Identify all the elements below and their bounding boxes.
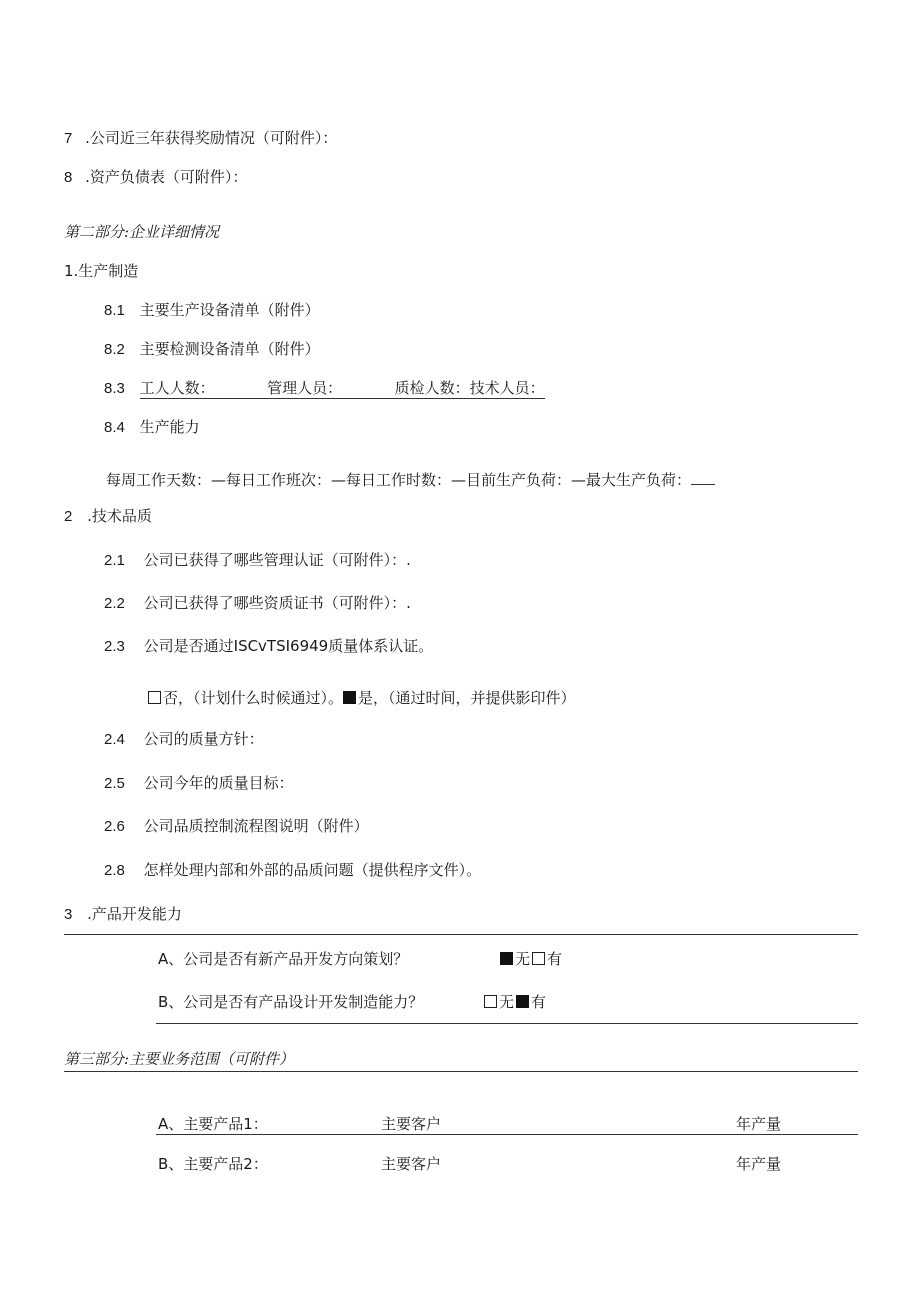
item-text: 生产能力 (139, 418, 200, 436)
item-8-4 (104, 417, 200, 438)
item-number: 8.3 (104, 380, 125, 397)
item-text: 工人人数： 管理人员： 质检人数：技术人员： (139, 379, 545, 397)
item-text: .资产负债表（可附件）： (85, 168, 248, 186)
checkbox-unchecked-icon[interactable] (148, 691, 161, 704)
item-text: 公司已获得了哪些资质证书（可附件）：. (143, 594, 411, 612)
item-8-3 (104, 378, 545, 399)
checkbox-unchecked-icon[interactable] (532, 952, 545, 965)
question-b-options (484, 992, 546, 1012)
item-2-6 (104, 816, 369, 837)
checkbox-checked-icon[interactable] (500, 952, 513, 965)
section-number: 2 (64, 508, 73, 525)
question-a-options (500, 949, 562, 969)
item-number: 2.4 (104, 731, 125, 748)
option-label: 无 (515, 950, 531, 968)
item-number: 8 (64, 169, 73, 186)
question-label: A、公司是否有新产品开发方向策划？ (158, 950, 409, 968)
item-2-4 (104, 729, 264, 750)
item-number: 8.2 (104, 341, 125, 358)
option-label: 有 (547, 950, 563, 968)
item-number: 8.1 (104, 302, 125, 319)
output-label: 年产量 (736, 1115, 782, 1133)
item-2-2 (104, 593, 411, 614)
item-8-1 (104, 300, 320, 321)
item-2-5 (104, 773, 294, 794)
certification-options (148, 688, 576, 708)
capacity-line (106, 467, 715, 490)
section3-title (64, 904, 182, 925)
divider (156, 1023, 858, 1024)
divider (64, 934, 858, 935)
item-2-8 (104, 860, 481, 881)
item-number: 2.3 (104, 638, 125, 655)
question-b (158, 992, 423, 1012)
item-text: 公司已获得了哪些管理认证（可附件）：. (143, 551, 411, 569)
item-text: 主要检测设备清单（附件） (139, 340, 320, 358)
section-label: .技术品质 (87, 507, 152, 525)
item-8-2 (104, 339, 320, 360)
capacity-blank (691, 467, 715, 485)
option-label: 有 (531, 993, 547, 1011)
divider (156, 1134, 858, 1135)
option-yes-label: 是，（通过时间，并提供影印件） (358, 689, 576, 707)
section-number: 3 (64, 906, 73, 923)
customer-label: 主要客户 (381, 1155, 442, 1173)
item-2-3 (104, 636, 433, 657)
section1-title: 1.生产制造 (64, 262, 139, 280)
item-number: 2.5 (104, 775, 125, 792)
item-number: 7 (64, 130, 73, 147)
item-text: 公司今年的质量目标： (143, 774, 294, 792)
item-text: 怎样处理内部和外部的品质问题（提供程序文件）。 (143, 861, 482, 879)
item-2-1 (104, 550, 411, 571)
divider (64, 1071, 858, 1072)
product-label: B、主要产品2： (158, 1155, 268, 1173)
item-text: 公司是否通过ISCvTSI6949质量体系认证。 (143, 637, 434, 655)
checkbox-checked-icon[interactable] (516, 995, 529, 1008)
section2-title (64, 506, 152, 527)
item-number: 2.2 (104, 595, 125, 612)
option-label: 无 (499, 993, 515, 1011)
option-no-label: 否，（计划什么时候通过）。 (163, 689, 344, 707)
customer-label: 主要客户 (381, 1115, 442, 1133)
part2-title: 第二部分:企业详细情况 (64, 223, 220, 241)
item-text: 公司品质控制流程图说明（附件） (143, 817, 369, 835)
product-label: A、主要产品1： (158, 1115, 268, 1133)
item-number: 8.4 (104, 419, 125, 436)
part3-title: 第三部分:主要业务范围（可附件） (64, 1050, 295, 1068)
capacity-text: 每周工作天数：—每日工作班次：—每日工作时数：—目前生产负荷：—最大生产负荷： (106, 471, 692, 489)
item-7 (64, 128, 337, 149)
item-number: 2.1 (104, 552, 125, 569)
item-8 (64, 167, 247, 188)
item-text: 主要生产设备清单（附件） (139, 301, 320, 319)
checkbox-checked-icon[interactable] (343, 691, 356, 704)
item-text: .公司近三年获得奖励情况（可附件）： (85, 129, 338, 147)
item-number: 2.8 (104, 862, 125, 879)
item-text: 公司的质量方针： (143, 730, 264, 748)
section-label: .产品开发能力 (87, 905, 182, 923)
item-number: 2.6 (104, 818, 125, 835)
question-a (158, 949, 408, 969)
output-label: 年产量 (736, 1155, 782, 1173)
question-label: B、公司是否有产品设计开发制造能力？ (158, 993, 424, 1011)
checkbox-unchecked-icon[interactable] (484, 995, 497, 1008)
